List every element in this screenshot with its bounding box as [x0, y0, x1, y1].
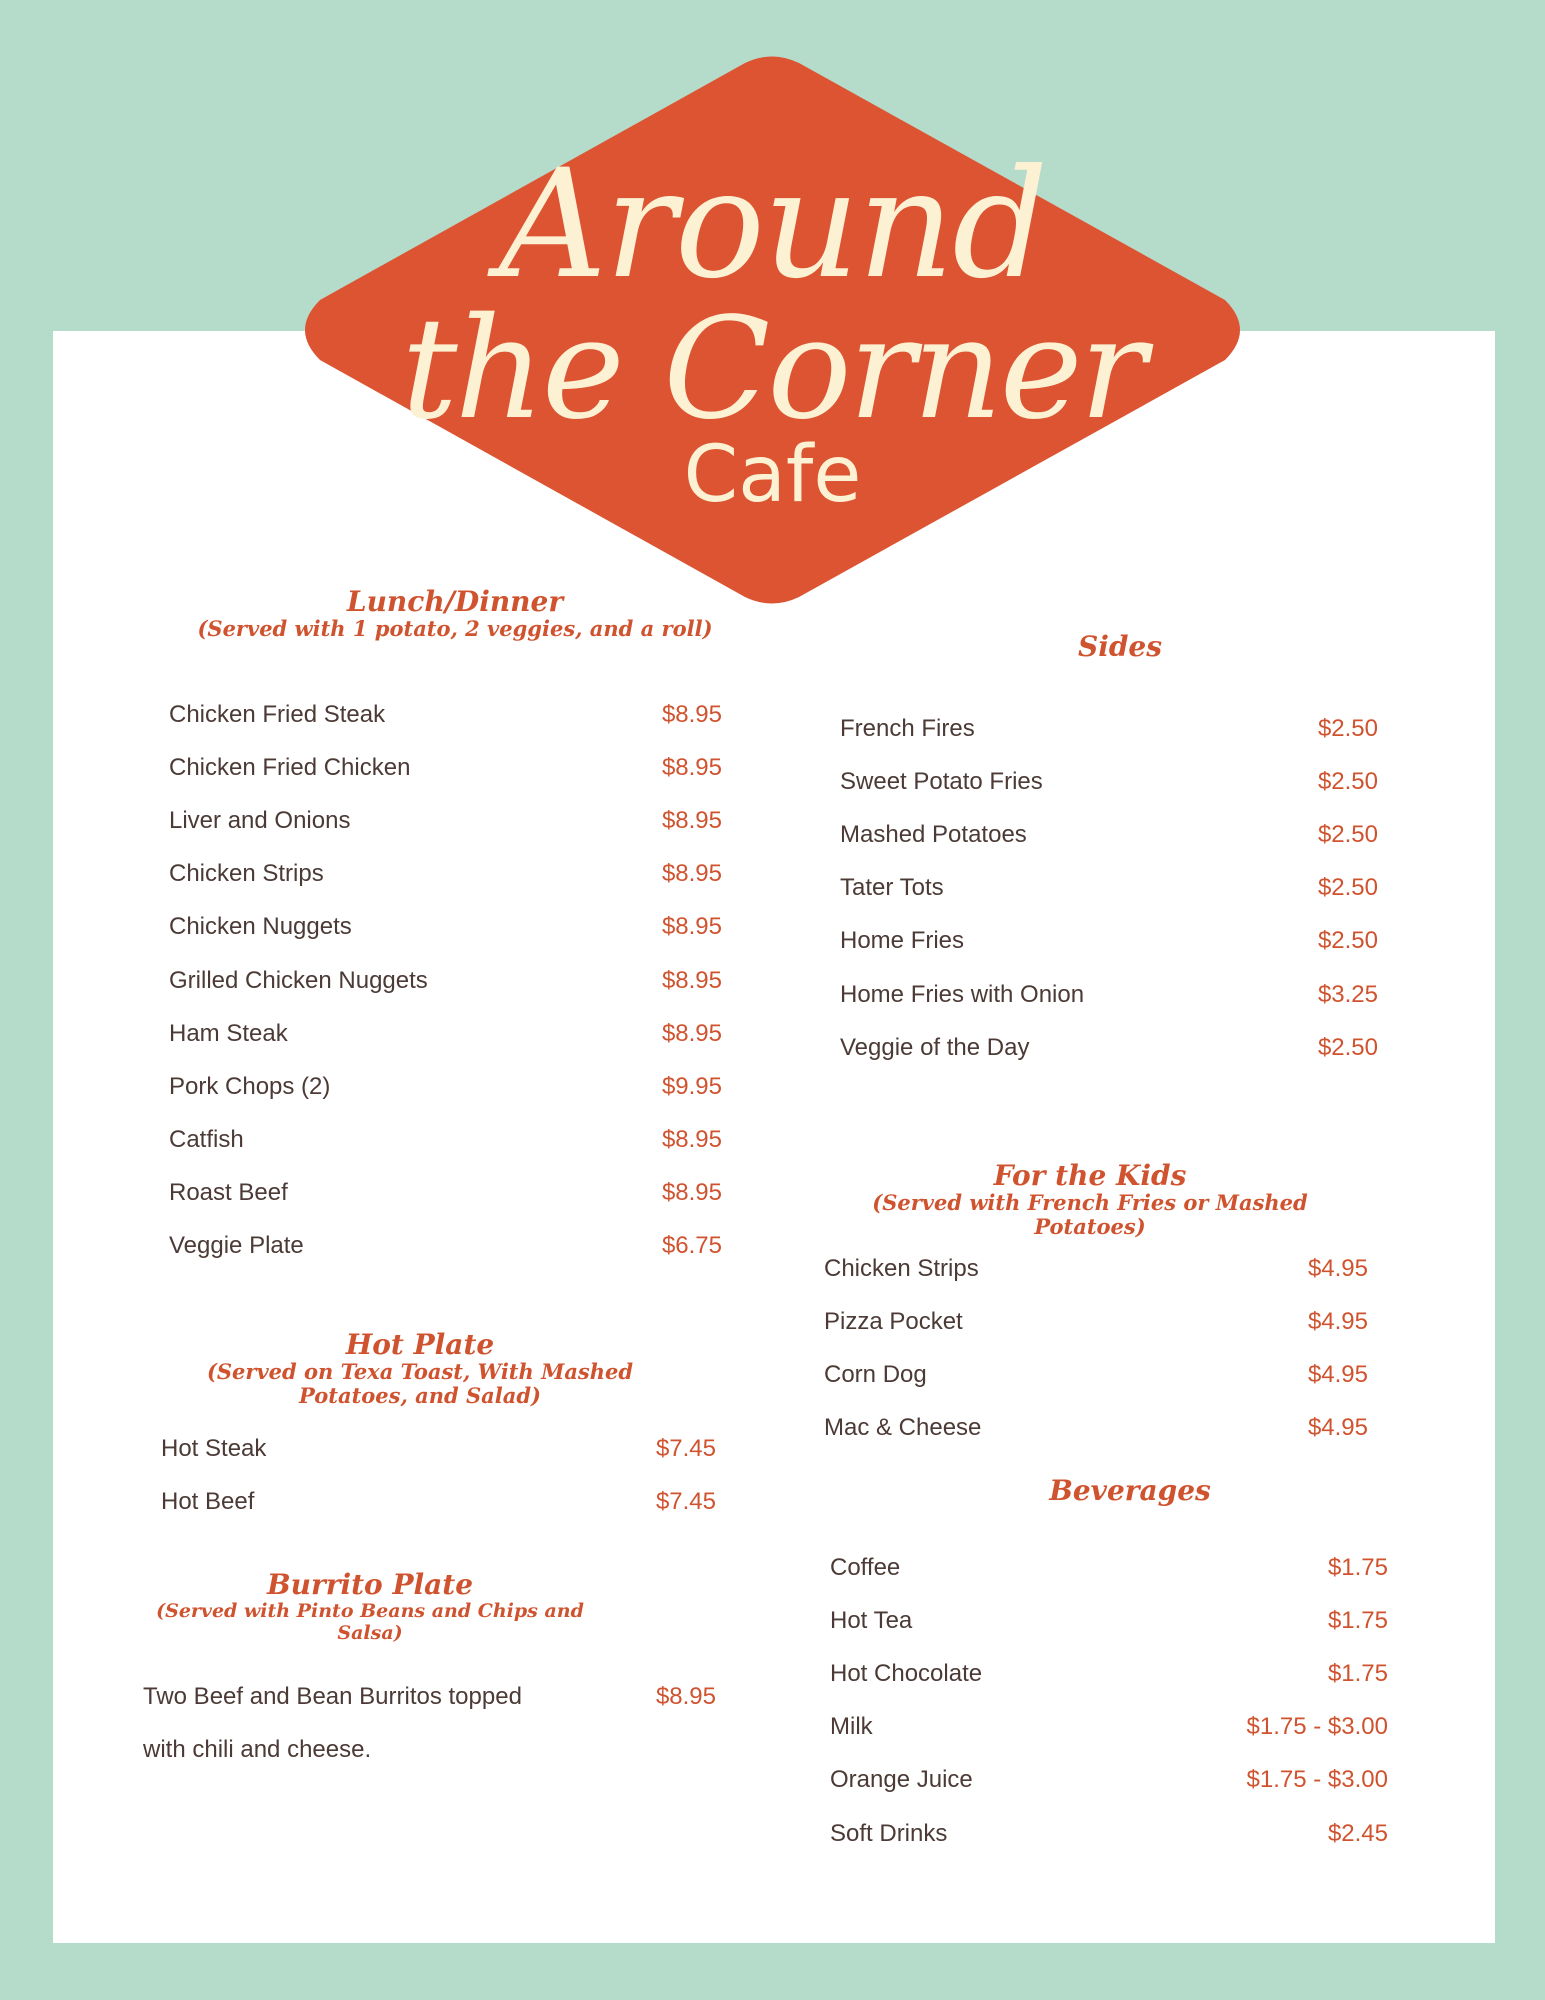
sides-item-price: $2.50	[1317, 874, 1378, 902]
sides-item-name: Home Fries with Onion	[840, 980, 1085, 1008]
sides-title: Sides	[1077, 630, 1162, 663]
kids-item-name: Mac & Cheese	[824, 1414, 982, 1441]
sides-item-price: $2.50	[1317, 821, 1378, 849]
lunch-dinner-row	[169, 750, 722, 786]
kids-row	[824, 1304, 1368, 1340]
kids-item-price: $4.95	[1307, 1255, 1368, 1282]
beverages-title: Beverages	[1049, 1474, 1211, 1507]
beverages-row	[830, 1603, 1388, 1639]
sides-item-price: $2.50	[1317, 768, 1378, 796]
lunch-dinner-item-price: $8.95	[661, 913, 722, 941]
sides-row	[840, 870, 1378, 906]
beverages-row	[830, 1762, 1388, 1798]
lunch-dinner-item-name: Chicken Fried Steak	[169, 701, 386, 728]
kids-item-name: Pizza Pocket	[824, 1308, 963, 1335]
hot-plate-item-price: $7.45	[655, 1435, 716, 1462]
beverages-item-price: $1.75	[1327, 1660, 1388, 1688]
lunch-dinner-item-price: $8.95	[661, 1125, 722, 1153]
lunch-dinner-item-price: $8.95	[661, 1019, 722, 1047]
beverages-item-price: $1.75 - $3.00	[1246, 1713, 1388, 1741]
kids-row	[824, 1357, 1368, 1393]
beverages-row	[830, 1709, 1388, 1745]
lunch-dinner-item-price: $8.95	[661, 807, 722, 835]
hot-plate-item-name: Hot Beef	[161, 1488, 255, 1515]
sides-item-price: $3.25	[1317, 980, 1378, 1008]
beverages-item-name: Hot Tea	[830, 1607, 913, 1635]
kids-item-name: Corn Dog	[824, 1361, 927, 1388]
sides-item-name: Veggie of the Day	[840, 1033, 1030, 1061]
hot-plate-title: Hot Plate	[345, 1328, 495, 1361]
hot-plate-header	[170, 1330, 670, 1408]
lunch-dinner-item-name: Pork Chops (2)	[169, 1072, 331, 1100]
lunch-dinner-header	[185, 587, 725, 641]
beverages-item-name: Milk	[830, 1713, 873, 1741]
beverages-item-name: Soft Drinks	[830, 1819, 948, 1847]
beverages-row	[830, 1550, 1388, 1586]
burrito-plate-subtitle: (Served with Pinto Beans and Chips and Salsa)	[156, 1600, 584, 1644]
lunch-dinner-item-name: Chicken Fried Chicken	[169, 754, 411, 782]
beverages-row	[830, 1656, 1388, 1692]
beverages-item-name: Orange Juice	[830, 1766, 973, 1794]
kids-item-price: $4.95	[1307, 1414, 1368, 1441]
sides-item-price: $2.50	[1317, 715, 1378, 742]
lunch-dinner-item-price: $8.95	[661, 1178, 722, 1206]
lunch-dinner-row	[169, 909, 722, 945]
logo-word-the-corner: the Corner	[401, 288, 1144, 451]
sides-item-name: Sweet Potato Fries	[840, 768, 1043, 796]
hot-plate-item-price: $7.45	[655, 1488, 716, 1515]
lunch-dinner-item-price: $9.95	[661, 1072, 722, 1100]
lunch-dinner-item-name: Veggie Plate	[169, 1232, 304, 1259]
burrito-price: $8.95	[655, 1683, 716, 1710]
lunch-dinner-item-price: $8.95	[661, 966, 722, 994]
burrito-description-line1: Two Beef and Bean Burritos topped	[143, 1683, 522, 1710]
beverages-item-price: $1.75 - $3.00	[1246, 1766, 1388, 1794]
kids-header	[840, 1161, 1340, 1239]
lunch-dinner-row	[169, 803, 722, 839]
lunch-dinner-row	[169, 1016, 722, 1052]
hot-plate-row	[161, 1431, 716, 1467]
lunch-dinner-item-price: $6.75	[661, 1232, 722, 1259]
lunch-dinner-row	[169, 1122, 722, 1158]
lunch-dinner-item-name: Liver and Onions	[169, 807, 351, 835]
lunch-dinner-item-name: Chicken Strips	[169, 860, 324, 888]
kids-title: For the Kids	[993, 1159, 1187, 1192]
cafe-logo	[0, 0, 1545, 640]
burrito-plate-header	[155, 1570, 585, 1644]
lunch-dinner-row	[169, 697, 722, 733]
burrito-price-row	[600, 1679, 716, 1715]
sides-row	[840, 817, 1378, 853]
burrito-description-line2: with chili and cheese.	[143, 1736, 372, 1763]
sides-header	[960, 632, 1280, 662]
beverages-item-name: Coffee	[830, 1554, 901, 1581]
beverages-row	[830, 1816, 1388, 1852]
beverages-item-name: Hot Chocolate	[830, 1660, 983, 1688]
logo-word-around: Around	[498, 138, 1047, 312]
lunch-dinner-item-name: Grilled Chicken Nuggets	[169, 966, 428, 994]
sides-row	[840, 764, 1378, 800]
sides-item-price: $2.50	[1317, 1033, 1378, 1061]
lunch-dinner-row	[169, 1069, 722, 1105]
sides-row	[840, 923, 1378, 959]
lunch-dinner-item-name: Catfish	[169, 1125, 244, 1153]
hot-plate-item-name: Hot Steak	[161, 1435, 267, 1462]
lunch-dinner-title: Lunch/Dinner	[346, 585, 564, 618]
lunch-dinner-item-name: Roast Beef	[169, 1178, 288, 1206]
sides-item-price: $2.50	[1317, 927, 1378, 955]
sides-item-name: Mashed Potatoes	[840, 821, 1027, 849]
lunch-dinner-row	[169, 1175, 722, 1211]
hot-plate-subtitle: (Served on Texa Toast, With Mashed Potatoes, and Salad)	[206, 1359, 634, 1408]
lunch-dinner-item-price: $8.95	[661, 754, 722, 782]
kids-item-name: Chicken Strips	[824, 1255, 979, 1282]
sides-row	[840, 977, 1378, 1013]
lunch-dinner-row	[169, 963, 722, 999]
lunch-dinner-item-name: Ham Steak	[169, 1019, 288, 1047]
beverages-item-price: $1.75	[1327, 1607, 1388, 1635]
sides-item-name: Tater Tots	[840, 874, 944, 902]
sides-row	[840, 1030, 1378, 1066]
kids-item-price: $4.95	[1307, 1308, 1368, 1335]
lunch-dinner-item-price: $8.95	[661, 701, 722, 728]
lunch-dinner-row	[169, 856, 722, 892]
kids-row	[824, 1410, 1368, 1446]
hot-plate-row	[161, 1484, 716, 1520]
lunch-dinner-subtitle: (Served with 1 potato, 2 veggies, and a roll)	[197, 616, 713, 641]
sides-item-name: French Fires	[840, 715, 975, 742]
kids-item-price: $4.95	[1307, 1361, 1368, 1388]
beverages-item-price: $2.45	[1327, 1819, 1388, 1847]
burrito-plate-title: Burrito Plate	[266, 1568, 474, 1601]
lunch-dinner-item-name: Chicken Nuggets	[169, 913, 352, 941]
logo-word-cafe: Cafe	[683, 430, 862, 520]
kids-row	[824, 1251, 1368, 1287]
lunch-dinner-row	[169, 1228, 722, 1264]
beverages-item-price: $1.75	[1327, 1554, 1388, 1581]
sides-item-name: Home Fries	[840, 927, 965, 955]
burrito-description	[143, 1670, 663, 1776]
beverages-header	[980, 1476, 1280, 1506]
kids-subtitle: (Served with French Fries or Mashed Potatoes)	[872, 1190, 1308, 1239]
lunch-dinner-item-price: $8.95	[661, 860, 722, 888]
sides-row	[840, 711, 1378, 747]
